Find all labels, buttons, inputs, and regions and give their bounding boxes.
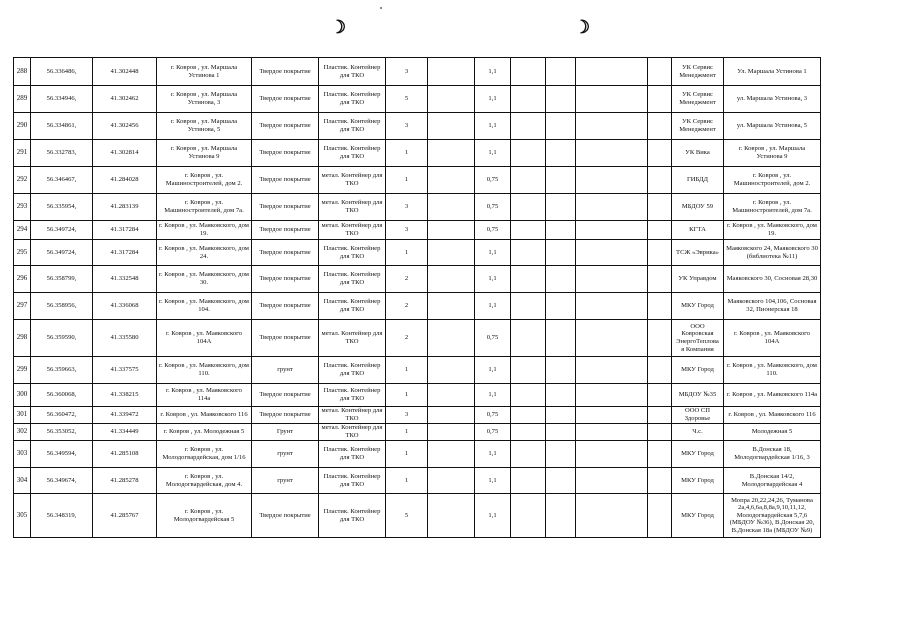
- empty-cell-cell: [576, 424, 648, 441]
- surface-type-cell: грунт: [252, 357, 319, 384]
- empty-cell-cell: [648, 221, 672, 240]
- container-count-cell: 1: [386, 240, 428, 266]
- container-volume-cell: 1,1: [475, 58, 511, 86]
- container-type-cell: Пластик. Контейнер для ТКО: [319, 86, 386, 113]
- container-type-cell: метал. Контейнер для ТКО: [319, 424, 386, 441]
- latitude-cell: 56.353052,: [31, 424, 93, 441]
- empty-cell-cell: [428, 194, 475, 221]
- address-cell: г. Ковров , ул. Машиностроителей, дом 2.: [157, 167, 252, 194]
- longitude-cell: 41.334449: [93, 424, 157, 441]
- served-objects-cell: ул. Маршала Устинова, 3: [724, 86, 821, 113]
- container-type-cell: Пластик. Контейнер для ТКО: [319, 293, 386, 320]
- container-type-cell: Пластик. Контейнер для ТКО: [319, 357, 386, 384]
- empty-cell-cell: [546, 494, 576, 538]
- empty-cell-cell: [648, 407, 672, 424]
- owner-cell: ТСЖ «Эврика»: [672, 240, 724, 266]
- container-count-cell: 1: [386, 424, 428, 441]
- owner-cell: МКУ Город: [672, 441, 724, 468]
- owner-cell: УК Вика: [672, 140, 724, 167]
- served-objects-cell: Маяковского 104,106, Сосновая 32, Пионерская 18: [724, 293, 821, 320]
- empty-cell-cell: [576, 407, 648, 424]
- empty-cell-cell: [576, 240, 648, 266]
- latitude-cell: 56.359663,: [31, 357, 93, 384]
- empty-cell-cell: [648, 167, 672, 194]
- container-type-cell: Пластик. Контейнер для ТКО: [319, 113, 386, 140]
- table-row: [14, 194, 821, 221]
- latitude-cell: 56.358799,: [31, 266, 93, 293]
- empty-cell-cell: [511, 58, 546, 86]
- latitude-cell: 56.346467,: [31, 167, 93, 194]
- empty-cell-cell: [511, 293, 546, 320]
- left-corner-mark: ☽: [330, 17, 347, 37]
- container-volume-cell: 1,1: [475, 384, 511, 407]
- longitude-cell: 41.337575: [93, 357, 157, 384]
- empty-cell-cell: [428, 320, 475, 357]
- container-count-cell: 3: [386, 221, 428, 240]
- address-cell: г. Ковров , ул. Маяковского 104А: [157, 320, 252, 357]
- address-cell: г. Ковров , ул. Маршала Устинова 9: [157, 140, 252, 167]
- latitude-cell: 56.360068,: [31, 384, 93, 407]
- empty-cell-cell: [511, 194, 546, 221]
- surface-type-cell: грунт: [252, 441, 319, 468]
- empty-cell-cell: [576, 221, 648, 240]
- container-type-cell: Пластик. Контейнер для ТКО: [319, 384, 386, 407]
- served-objects-cell: Молодежная 5: [724, 424, 821, 441]
- surface-type-cell: Твердое покрытие: [252, 293, 319, 320]
- empty-cell-cell: [648, 194, 672, 221]
- container-type-cell: метал. Контейнер для ТКО: [319, 221, 386, 240]
- served-objects-cell: В.Донская 14/2, Молодогвардейская 4: [724, 468, 821, 494]
- container-type-cell: метал. Контейнер для ТКО: [319, 320, 386, 357]
- served-objects-cell: г. Ковров , ул. Маяковского 116: [724, 407, 821, 424]
- container-volume-cell: 1,1: [475, 293, 511, 320]
- empty-cell-cell: [576, 58, 648, 86]
- table-row: [14, 468, 821, 494]
- table-row: [14, 384, 821, 407]
- address-cell: г. Ковров , ул. Молодогвардейская, дом 1/16: [157, 441, 252, 468]
- surface-type-cell: Твердое покрытие: [252, 58, 319, 86]
- row-number-cell: 293: [14, 194, 31, 221]
- longitude-cell: 41.338215: [93, 384, 157, 407]
- empty-cell-cell: [648, 441, 672, 468]
- address-cell: г. Ковров , ул. Маяковского, дом 104.: [157, 293, 252, 320]
- latitude-cell: 56.349674,: [31, 468, 93, 494]
- surface-type-cell: Твердое покрытие: [252, 86, 319, 113]
- address-cell: г. Ковров , ул. Молодогвардейская 5: [157, 494, 252, 538]
- empty-cell-cell: [428, 293, 475, 320]
- empty-cell-cell: [576, 167, 648, 194]
- served-objects-cell: Маяковского 30, Сосновая 28,30: [724, 266, 821, 293]
- empty-cell-cell: [511, 424, 546, 441]
- empty-cell-cell: [511, 86, 546, 113]
- empty-cell-cell: [576, 86, 648, 113]
- empty-cell-cell: [428, 357, 475, 384]
- table-row: [14, 167, 821, 194]
- table-row: [14, 357, 821, 384]
- row-number-cell: 292: [14, 167, 31, 194]
- empty-cell-cell: [648, 424, 672, 441]
- owner-cell: МБДОУ №35: [672, 384, 724, 407]
- row-number-cell: 295: [14, 240, 31, 266]
- latitude-cell: 56.334861,: [31, 113, 93, 140]
- empty-cell-cell: [546, 468, 576, 494]
- served-objects-cell: г. Ковров , ул. Маяковского, дом 19.: [724, 221, 821, 240]
- latitude-cell: 56.332783,: [31, 140, 93, 167]
- container-volume-cell: 1,1: [475, 468, 511, 494]
- container-type-cell: Пластик. Контейнер для ТКО: [319, 494, 386, 538]
- row-number-cell: 303: [14, 441, 31, 468]
- empty-cell-cell: [576, 194, 648, 221]
- container-volume-cell: 0,75: [475, 320, 511, 357]
- container-volume-cell: 1,1: [475, 441, 511, 468]
- table-row: [14, 266, 821, 293]
- container-type-cell: Пластик. Контейнер для ТКО: [319, 240, 386, 266]
- scan-speck: [380, 7, 382, 9]
- row-number-cell: 291: [14, 140, 31, 167]
- longitude-cell: 41.302456: [93, 113, 157, 140]
- latitude-cell: 56.334946,: [31, 86, 93, 113]
- empty-cell-cell: [428, 221, 475, 240]
- latitude-cell: 56.349724,: [31, 221, 93, 240]
- container-count-cell: 3: [386, 58, 428, 86]
- table-row: [14, 140, 821, 167]
- empty-cell-cell: [511, 357, 546, 384]
- empty-cell-cell: [546, 424, 576, 441]
- table-row: [14, 407, 821, 424]
- longitude-cell: 41.332548: [93, 266, 157, 293]
- table-row: [14, 320, 821, 357]
- empty-cell-cell: [428, 86, 475, 113]
- served-objects-cell: ул. Маршала Устинова, 5: [724, 113, 821, 140]
- empty-cell-cell: [511, 407, 546, 424]
- empty-cell-cell: [576, 266, 648, 293]
- longitude-cell: 41.339472: [93, 407, 157, 424]
- longitude-cell: 41.285767: [93, 494, 157, 538]
- row-number-cell: 302: [14, 424, 31, 441]
- address-cell: г. Ковров , ул. Маршала Устинова 1: [157, 58, 252, 86]
- address-cell: г. Ковров , ул. Машиностроителей, дом 7а.: [157, 194, 252, 221]
- row-number-cell: 297: [14, 293, 31, 320]
- empty-cell-cell: [511, 240, 546, 266]
- container-volume-cell: 1,1: [475, 86, 511, 113]
- container-count-cell: 3: [386, 407, 428, 424]
- table-row: [14, 494, 821, 538]
- owner-cell: МКУ Город: [672, 468, 724, 494]
- empty-cell-cell: [546, 384, 576, 407]
- container-type-cell: Пластик. Контейнер для ТКО: [319, 468, 386, 494]
- address-cell: г. Ковров , ул. Маршала Устинова, 3: [157, 86, 252, 113]
- right-corner-mark: ☽: [574, 17, 591, 37]
- owner-cell: УК Сервис Менеджмент: [672, 113, 724, 140]
- longitude-cell: 41.283139: [93, 194, 157, 221]
- empty-cell-cell: [546, 167, 576, 194]
- served-objects-cell: г. Ковров , ул. Машиностроителей, дом 7а.: [724, 194, 821, 221]
- empty-cell-cell: [576, 113, 648, 140]
- longitude-cell: 41.335580: [93, 320, 157, 357]
- row-number-cell: 296: [14, 266, 31, 293]
- row-number-cell: 294: [14, 221, 31, 240]
- surface-type-cell: Твердое покрытие: [252, 384, 319, 407]
- empty-cell-cell: [428, 424, 475, 441]
- container-count-cell: 3: [386, 194, 428, 221]
- row-number-cell: 290: [14, 113, 31, 140]
- empty-cell-cell: [648, 320, 672, 357]
- empty-cell-cell: [511, 468, 546, 494]
- table-row: [14, 221, 821, 240]
- surface-type-cell: Твердое покрытие: [252, 494, 319, 538]
- owner-cell: УК Управдом: [672, 266, 724, 293]
- served-objects-cell: Маяковского 24, Маяковского 30 (библиотека №11): [724, 240, 821, 266]
- empty-cell-cell: [648, 86, 672, 113]
- served-objects-cell: г. Ковров , ул. Маяковского, дом 110.: [724, 357, 821, 384]
- row-number-cell: 300: [14, 384, 31, 407]
- table-row: [14, 240, 821, 266]
- empty-cell-cell: [511, 320, 546, 357]
- address-cell: г. Ковров , ул. Молодежная 5: [157, 424, 252, 441]
- empty-cell-cell: [648, 357, 672, 384]
- surface-type-cell: Твердое покрытие: [252, 140, 319, 167]
- empty-cell-cell: [428, 240, 475, 266]
- empty-cell-cell: [428, 407, 475, 424]
- container-type-cell: метал. Контейнер для ТКО: [319, 194, 386, 221]
- empty-cell-cell: [576, 468, 648, 494]
- row-number-cell: 299: [14, 357, 31, 384]
- address-cell: г. Ковров , ул. Маршала Устинова, 5: [157, 113, 252, 140]
- address-cell: г. Ковров , ул. Молодогвардейская, дом 4.: [157, 468, 252, 494]
- surface-type-cell: Твердое покрытие: [252, 320, 319, 357]
- longitude-cell: 41.317284: [93, 221, 157, 240]
- empty-cell-cell: [648, 140, 672, 167]
- longitude-cell: 41.285278: [93, 468, 157, 494]
- table-row: [14, 441, 821, 468]
- row-number-cell: 305: [14, 494, 31, 538]
- row-number-cell: 289: [14, 86, 31, 113]
- empty-cell-cell: [546, 58, 576, 86]
- surface-type-cell: Твердое покрытие: [252, 266, 319, 293]
- container-count-cell: 3: [386, 113, 428, 140]
- surface-type-cell: Твердое покрытие: [252, 194, 319, 221]
- empty-cell-cell: [648, 58, 672, 86]
- served-objects-cell: Ул. Маршала Устинова 1: [724, 58, 821, 86]
- empty-cell-cell: [576, 293, 648, 320]
- surface-type-cell: Твердое покрытие: [252, 240, 319, 266]
- empty-cell-cell: [546, 140, 576, 167]
- address-cell: г. Ковров , ул. Маяковского 116: [157, 407, 252, 424]
- container-volume-cell: 0,75: [475, 167, 511, 194]
- served-objects-cell: г. Ковров , ул. Маяковского 104А: [724, 320, 821, 357]
- empty-cell-cell: [428, 266, 475, 293]
- longitude-cell: 41.302462: [93, 86, 157, 113]
- container-count-cell: 1: [386, 167, 428, 194]
- container-type-cell: Пластик. Контейнер для ТКО: [319, 140, 386, 167]
- longitude-cell: 41.317284: [93, 240, 157, 266]
- empty-cell-cell: [648, 240, 672, 266]
- surface-type-cell: Твердое покрытие: [252, 407, 319, 424]
- owner-cell: ООО СП Здоровье: [672, 407, 724, 424]
- longitude-cell: 41.302814: [93, 140, 157, 167]
- empty-cell-cell: [511, 113, 546, 140]
- latitude-cell: 56.349724,: [31, 240, 93, 266]
- empty-cell-cell: [546, 407, 576, 424]
- surface-type-cell: Твердое покрытие: [252, 221, 319, 240]
- owner-cell: Ч.с.: [672, 424, 724, 441]
- owner-cell: МКУ Город: [672, 293, 724, 320]
- empty-cell-cell: [511, 441, 546, 468]
- empty-cell-cell: [428, 140, 475, 167]
- container-count-cell: 1: [386, 384, 428, 407]
- empty-cell-cell: [546, 194, 576, 221]
- container-volume-cell: 1,1: [475, 357, 511, 384]
- table-body: [14, 58, 821, 538]
- empty-cell-cell: [428, 167, 475, 194]
- served-objects-cell: г. Ковров , ул. Машиностроителей, дом 2.: [724, 167, 821, 194]
- address-cell: г. Ковров , ул. Маяковского, дом 24.: [157, 240, 252, 266]
- empty-cell-cell: [576, 441, 648, 468]
- container-volume-cell: 0,75: [475, 424, 511, 441]
- empty-cell-cell: [546, 113, 576, 140]
- owner-cell: МБДОУ 59: [672, 194, 724, 221]
- container-count-cell: 1: [386, 357, 428, 384]
- empty-cell-cell: [546, 266, 576, 293]
- empty-cell-cell: [511, 266, 546, 293]
- served-objects-cell: г. Ковров , ул. Маяковского 114а: [724, 384, 821, 407]
- latitude-cell: 56.359590,: [31, 320, 93, 357]
- container-count-cell: 1: [386, 441, 428, 468]
- container-volume-cell: 1,1: [475, 113, 511, 140]
- empty-cell-cell: [428, 113, 475, 140]
- container-volume-cell: 0,75: [475, 407, 511, 424]
- empty-cell-cell: [511, 167, 546, 194]
- container-type-cell: Пластик. Контейнер для ТКО: [319, 58, 386, 86]
- container-type-cell: Пластик. Контейнер для ТКО: [319, 441, 386, 468]
- surface-type-cell: Твердое покрытие: [252, 167, 319, 194]
- table-row: [14, 113, 821, 140]
- empty-cell-cell: [576, 140, 648, 167]
- empty-cell-cell: [511, 384, 546, 407]
- empty-cell-cell: [428, 441, 475, 468]
- latitude-cell: 56.336486,: [31, 58, 93, 86]
- container-count-cell: 2: [386, 320, 428, 357]
- table-row: [14, 424, 821, 441]
- empty-cell-cell: [576, 320, 648, 357]
- table-row: [14, 86, 821, 113]
- address-cell: г. Ковров , ул. Маяковского, дом 110.: [157, 357, 252, 384]
- row-number-cell: 301: [14, 407, 31, 424]
- container-type-cell: Пластик. Контейнер для ТКО: [319, 266, 386, 293]
- container-count-cell: 2: [386, 266, 428, 293]
- table-row: [14, 293, 821, 320]
- latitude-cell: 56.348319,: [31, 494, 93, 538]
- owner-cell: ГИБДД: [672, 167, 724, 194]
- container-volume-cell: 1,1: [475, 140, 511, 167]
- empty-cell-cell: [428, 494, 475, 538]
- table-row: [14, 58, 821, 86]
- empty-cell-cell: [546, 357, 576, 384]
- row-number-cell: 288: [14, 58, 31, 86]
- empty-cell-cell: [428, 468, 475, 494]
- container-count-cell: 1: [386, 140, 428, 167]
- container-volume-cell: 1,1: [475, 240, 511, 266]
- empty-cell-cell: [576, 357, 648, 384]
- empty-cell-cell: [428, 384, 475, 407]
- owner-cell: КГТА: [672, 221, 724, 240]
- container-volume-cell: 1,1: [475, 494, 511, 538]
- empty-cell-cell: [648, 468, 672, 494]
- empty-cell-cell: [546, 441, 576, 468]
- empty-cell-cell: [511, 140, 546, 167]
- container-type-cell: метал. Контейнер для ТКО: [319, 167, 386, 194]
- container-count-cell: 1: [386, 468, 428, 494]
- served-objects-cell: г. Ковров , ул. Маршала Устинова 9: [724, 140, 821, 167]
- owner-cell: МКУ Город: [672, 357, 724, 384]
- owner-cell: УК Сервис Менеджмент: [672, 58, 724, 86]
- address-cell: г. Ковров , ул. Маяковского, дом 30.: [157, 266, 252, 293]
- empty-cell-cell: [546, 320, 576, 357]
- empty-cell-cell: [648, 266, 672, 293]
- container-volume-cell: 0,75: [475, 194, 511, 221]
- longitude-cell: 41.284028: [93, 167, 157, 194]
- empty-cell-cell: [576, 384, 648, 407]
- owner-cell: МКУ Город: [672, 494, 724, 538]
- longitude-cell: 41.285108: [93, 441, 157, 468]
- empty-cell-cell: [648, 293, 672, 320]
- container-volume-cell: 0,75: [475, 221, 511, 240]
- container-count-cell: 5: [386, 86, 428, 113]
- latitude-cell: 56.349594,: [31, 441, 93, 468]
- container-type-cell: метал. Контейнер для ТКО: [319, 407, 386, 424]
- container-count-cell: 5: [386, 494, 428, 538]
- served-objects-cell: В.Донская 18, Молодогвардейская 1/16, 3: [724, 441, 821, 468]
- container-count-cell: 2: [386, 293, 428, 320]
- empty-cell-cell: [428, 58, 475, 86]
- empty-cell-cell: [511, 221, 546, 240]
- surface-type-cell: Твердое покрытие: [252, 113, 319, 140]
- empty-cell-cell: [648, 113, 672, 140]
- empty-cell-cell: [546, 86, 576, 113]
- address-cell: г. Ковров , ул. Маяковского 114а: [157, 384, 252, 407]
- empty-cell-cell: [511, 494, 546, 538]
- latitude-cell: 56.335954,: [31, 194, 93, 221]
- longitude-cell: 41.336068: [93, 293, 157, 320]
- address-cell: г. Ковров , ул. Маяковского, дом 19.: [157, 221, 252, 240]
- empty-cell-cell: [546, 221, 576, 240]
- served-objects-cell: Мопра 20,22,24,26, Туманова 2а,4,6,6а,8,8а,9,10,11,12, Молодогвардейская 5,7,6 (МБДОУ №36), В.Донская 20, В.Донская 18а (МБДОУ №9): [724, 494, 821, 538]
- surface-type-cell: грунт: [252, 468, 319, 494]
- row-number-cell: 304: [14, 468, 31, 494]
- surface-type-cell: Грунт: [252, 424, 319, 441]
- empty-cell-cell: [546, 293, 576, 320]
- container-volume-cell: 1,1: [475, 266, 511, 293]
- row-number-cell: 298: [14, 320, 31, 357]
- empty-cell-cell: [648, 494, 672, 538]
- latitude-cell: 56.360472,: [31, 407, 93, 424]
- latitude-cell: 56.358956,: [31, 293, 93, 320]
- owner-cell: ООО Ковровская ЭнергоТеплова я Компания: [672, 320, 724, 357]
- container-sites-table: [13, 57, 821, 538]
- empty-cell-cell: [648, 384, 672, 407]
- empty-cell-cell: [546, 240, 576, 266]
- longitude-cell: 41.302448: [93, 58, 157, 86]
- owner-cell: УК Сервис Менеджмент: [672, 86, 724, 113]
- empty-cell-cell: [576, 494, 648, 538]
